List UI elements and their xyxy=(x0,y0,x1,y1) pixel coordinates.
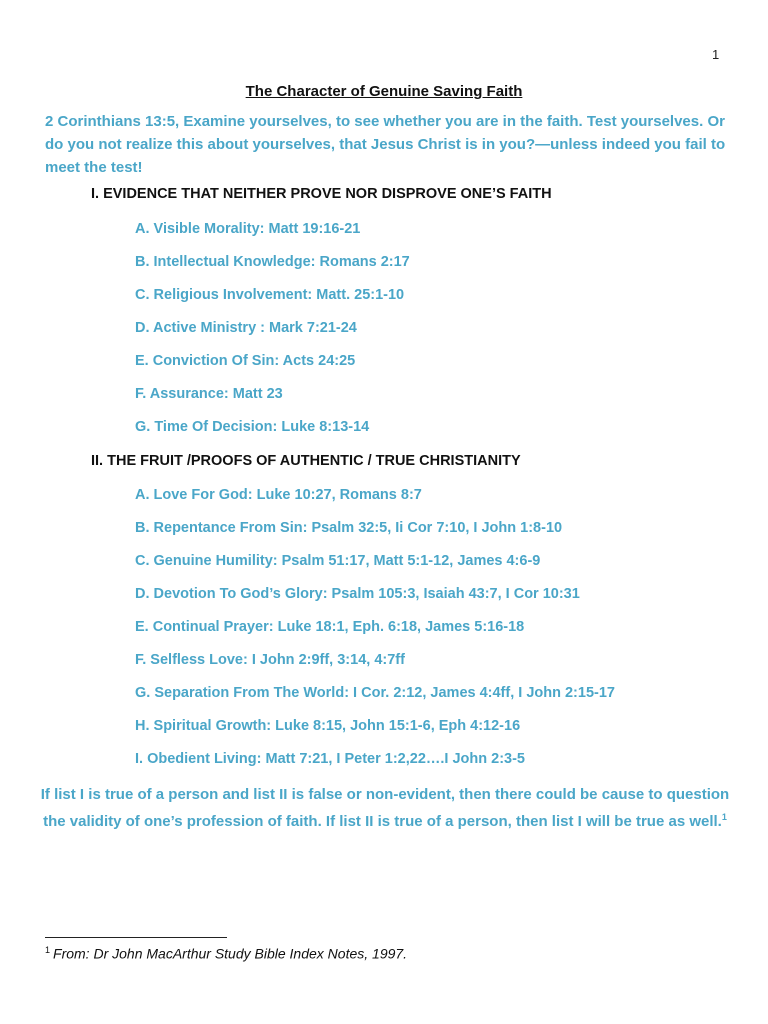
list-item: E. Conviction Of Sin: Acts 24:25 xyxy=(135,353,356,369)
list-item: G. Separation From The World: I Cor. 2:12, James 4:4ff, I John 2:15-17 xyxy=(135,685,615,701)
page-number: 1 xyxy=(712,47,720,62)
list-item: H. Spiritual Growth: Luke 8:15, John 15:1-6, Eph 4:12-16 xyxy=(135,718,521,734)
conclusion-paragraph xyxy=(40,783,730,833)
list-item: D. Active Ministry : Mark 7:21-24 xyxy=(135,320,357,336)
footnote-marker: 1 xyxy=(45,945,51,955)
list-item: B. Repentance From Sin: Psalm 32:5, Ii Cor 7:10, I John 1:8-10 xyxy=(135,520,563,536)
section-heading-2: II. THE FRUIT /PROOFS OF AUTHENTIC / TRUE CHRISTIANITY xyxy=(91,453,521,469)
footnote-separator xyxy=(45,937,227,938)
footnote-reference[interactable]: 1 xyxy=(721,812,727,822)
list-item: B. Intellectual Knowledge: Romans 2:17 xyxy=(135,254,410,270)
list-item: F. Assurance: Matt 23 xyxy=(135,386,283,402)
epigraph-scripture: 2 Corinthians 13:5, Examine yourselves, to see whether you are in the faith. Test yourselves. Or do you not realize this about yourselves, that Jesus Christ is in you?—unless indeed you fail to meet the test! xyxy=(45,113,726,176)
list-item: I. Obedient Living: Matt 7:21, I Peter 1:2,22….I John 2:3-5 xyxy=(135,751,525,767)
section-2-list xyxy=(135,485,615,782)
conclusion-text: If list I is true of a person and list II is false or non-evident, then there could be cause to question the validity of one’s profession of faith. If list II is true of a person, then list I will be true as well. xyxy=(40,786,730,830)
list-item: G. Time Of Decision: Luke 8:13-14 xyxy=(135,419,370,435)
list-item: C. Genuine Humility: Psalm 51:17, Matt 5:1-12, James 4:6-9 xyxy=(135,553,541,569)
footnote xyxy=(45,945,407,962)
list-item: A. Visible Morality: Matt 19:16-21 xyxy=(135,221,361,237)
list-item: C. Religious Involvement: Matt. 25:1-10 xyxy=(135,287,405,303)
document-title: The Character of Genuine Saving Faith xyxy=(245,83,523,100)
list-item: A. Love For God: Luke 10:27, Romans 8:7 xyxy=(135,487,422,503)
list-item: D. Devotion To God’s Glory: Psalm 105:3, Isaiah 43:7, I Cor 10:31 xyxy=(135,586,580,602)
section-heading-1: I. EVIDENCE THAT NEITHER PROVE NOR DISPROVE ONE’S FAITH xyxy=(91,186,552,202)
list-item: E. Continual Prayer: Luke 18:1, Eph. 6:18, James 5:16-18 xyxy=(135,619,525,635)
list-item: F. Selfless Love: I John 2:9ff, 3:14, 4:7ff xyxy=(135,652,405,668)
section-1-list xyxy=(135,219,410,450)
footnote-text: From: Dr John MacArthur Study Bible Index Notes, 1997. xyxy=(53,945,408,962)
